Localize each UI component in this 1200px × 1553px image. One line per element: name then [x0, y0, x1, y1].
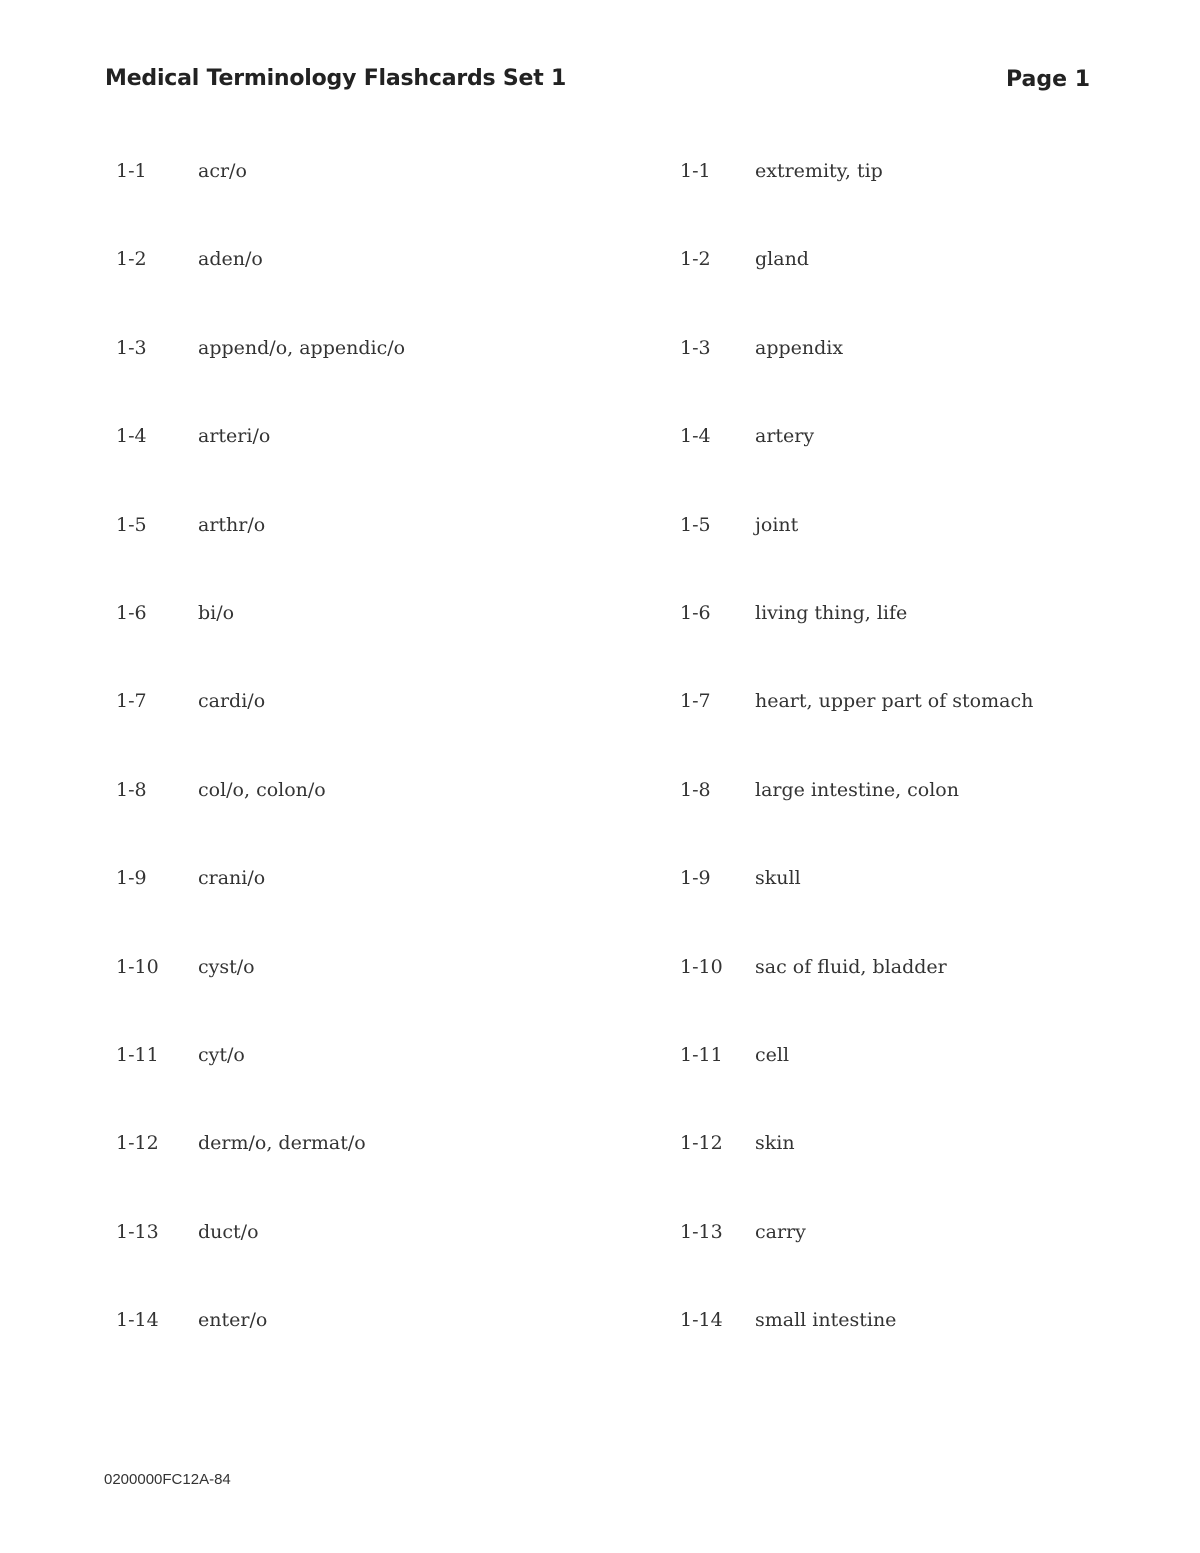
- front-card-number: 1-10: [116, 955, 159, 978]
- front-card-number: 1-11: [116, 1043, 159, 1066]
- front-card-term: derm/o, dermat/o: [198, 1132, 366, 1155]
- front-card-term: cyst/o: [198, 955, 255, 978]
- back-card-definition: cell: [755, 1043, 790, 1066]
- back-card-number: 1-11: [680, 1043, 723, 1066]
- flashcard-row: [0, 1036, 1200, 1124]
- back-card-number: 1-5: [680, 513, 711, 536]
- flashcard-row: [0, 594, 1200, 682]
- front-card-number: 1-7: [116, 690, 147, 713]
- front-card-term: cyt/o: [198, 1043, 245, 1066]
- front-card-term: bi/o: [198, 601, 235, 624]
- flashcard-row: [0, 859, 1200, 947]
- front-card-term: arthr/o: [198, 513, 266, 536]
- back-card-number: 1-7: [680, 690, 711, 713]
- back-card-number: 1-8: [680, 778, 711, 801]
- back-card-number: 1-10: [680, 955, 723, 978]
- front-card-term: append/o, appendic/o: [198, 336, 406, 359]
- front-card-number: 1-6: [116, 601, 147, 624]
- back-card-number: 1-9: [680, 867, 711, 890]
- front-card-number: 1-13: [116, 1220, 159, 1243]
- flashcard-row: [0, 506, 1200, 594]
- back-card-definition: appendix: [755, 336, 844, 359]
- back-card-number: 1-6: [680, 601, 711, 624]
- back-card-number: 1-4: [680, 425, 711, 448]
- back-card-number: 1-2: [680, 248, 711, 271]
- back-card-definition: extremity, tip: [755, 160, 883, 182]
- back-card-number: 1-1: [680, 160, 711, 182]
- front-card-term: cardi/o: [198, 690, 266, 713]
- back-card-definition: skin: [755, 1132, 795, 1155]
- page-header: [105, 66, 1090, 106]
- page-number: Page 1: [1005, 67, 1090, 92]
- front-card-number: 1-2: [116, 248, 147, 271]
- front-card-term: col/o, colon/o: [198, 778, 326, 801]
- flashcard-row: [0, 1213, 1200, 1301]
- front-card-term: enter/o: [198, 1309, 268, 1332]
- back-card-definition: heart, upper part of stomach: [755, 690, 1034, 713]
- flashcard-row: [0, 1301, 1200, 1389]
- front-card-term: acr/o: [198, 160, 247, 182]
- back-card-definition: living thing, life: [755, 601, 908, 624]
- back-card-definition: small intestine: [755, 1309, 897, 1332]
- front-card-term: duct/o: [198, 1220, 259, 1243]
- front-card-number: 1-14: [116, 1309, 159, 1332]
- front-card-term: crani/o: [198, 867, 266, 890]
- front-card-number: 1-1: [116, 160, 147, 182]
- back-card-definition: carry: [755, 1220, 806, 1243]
- flashcard-row: [0, 417, 1200, 505]
- back-card-number: 1-12: [680, 1132, 723, 1155]
- flashcard-row: [0, 152, 1200, 240]
- front-card-number: 1-9: [116, 867, 147, 890]
- document-code: 0200000FC12A-84: [104, 1471, 231, 1488]
- flashcard-row: [0, 771, 1200, 859]
- front-card-number: 1-12: [116, 1132, 159, 1155]
- front-card-term: arteri/o: [198, 425, 271, 448]
- back-card-definition: sac of fluid, bladder: [755, 955, 947, 978]
- front-card-number: 1-3: [116, 336, 147, 359]
- flashcard-row: [0, 682, 1200, 770]
- flashcard-row: [0, 948, 1200, 1036]
- back-card-number: 1-13: [680, 1220, 723, 1243]
- front-card-number: 1-8: [116, 778, 147, 801]
- flashcard-row: [0, 329, 1200, 417]
- page-title: Medical Terminology Flashcards Set 1: [105, 66, 567, 91]
- back-card-definition: artery: [755, 425, 815, 448]
- flashcard-list: [0, 152, 1200, 1389]
- flashcard-row: [0, 1124, 1200, 1212]
- front-card-number: 1-4: [116, 425, 147, 448]
- back-card-definition: joint: [755, 513, 799, 536]
- back-card-number: 1-3: [680, 336, 711, 359]
- front-card-term: aden/o: [198, 248, 263, 271]
- back-card-definition: skull: [755, 867, 801, 890]
- front-card-number: 1-5: [116, 513, 147, 536]
- back-card-definition: large intestine, colon: [755, 778, 959, 801]
- back-card-number: 1-14: [680, 1309, 723, 1332]
- flashcard-row: [0, 240, 1200, 328]
- back-card-definition: gland: [755, 248, 809, 271]
